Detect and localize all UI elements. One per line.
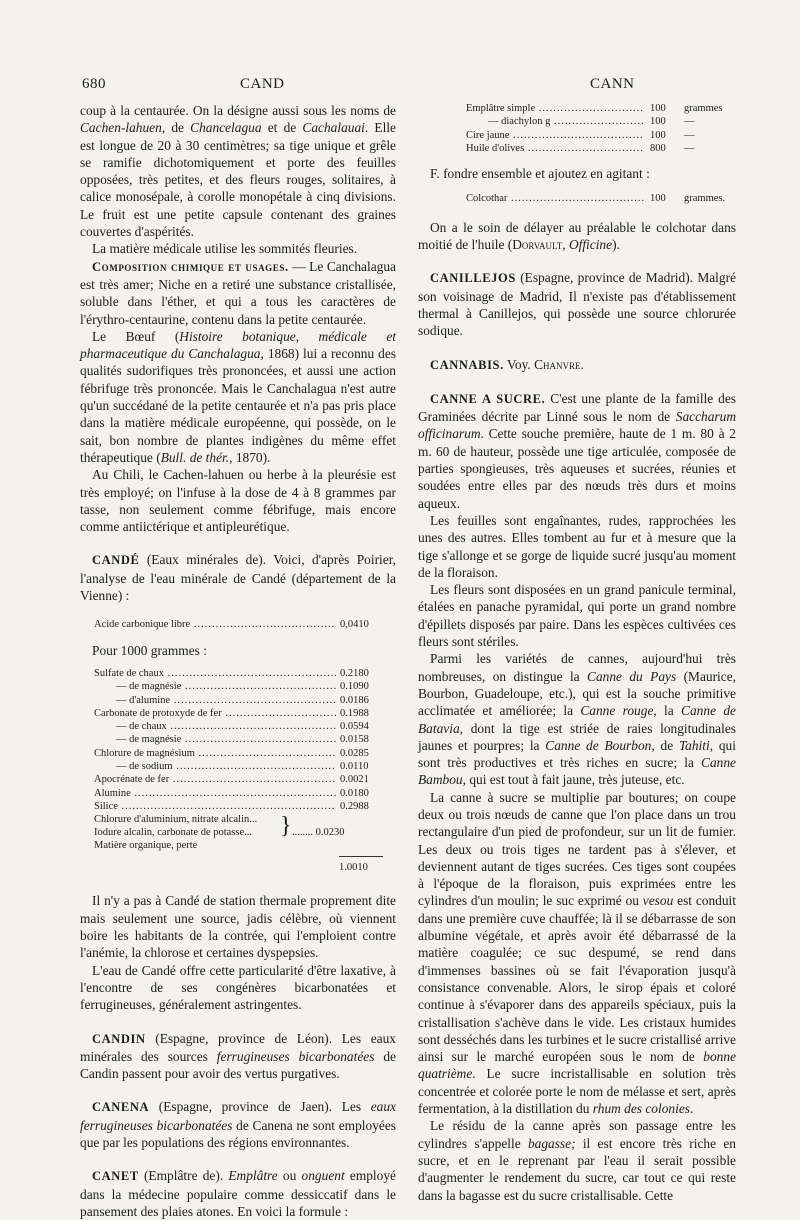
entry-heading: CANNABIS. (430, 357, 504, 372)
entry-cande: CANDÉ (Eaux minérales de). Voici, d'après Poirier, l'analyse de l'eau minérale de Candé (département de la Vienne) : (80, 552, 396, 604)
table-row: — d'alumine ..... 0.0186 (94, 694, 396, 707)
entry-cannabis: CANNABIS. Voy. Chanvre. (430, 356, 584, 372)
page-number: 680 (82, 76, 106, 92)
table-row: — de magnésie ..... 0.0158 (94, 733, 396, 746)
paragraph: La canne à sucre se multiplie par boutures; on coupe deux ou trois nœuds de canne que l'on place dans un trou rectangulaire d'un pied de profondeur, sur un lit de fumier. Les deux ou trois tiges ne tardent pas à s'élever, et deviennent autant de tiges sucrées. Ces tiges sont coupées à l'époque de la floraison, puis exprimées entre les cylindres d'un moulin; le suc exprimé ou vesou est conduit dans une première cuve chauffée; là il se débarrasse de son albumine végétale, et après avoir été débarrassé de la matière coagulée; ce suc despumé, se rend dans d'immenses bassines où se fait l'évaporation jusqu'à consistance convenable. Alors, le sirop épais et coloré continue à s'évaporer dans des appareils spéciaux, puis la cristallisation s'achève dans le vide. Les cristaux humides sont desséchés dans les turbines et le sucre cristallisé arrive ainsi sur le marché européen sous le nom de bonne quatrième. Le sucre incristallisable en solution très concentrée et colorée porte le nom de mélasse et sert, après fermentation, à la distillation du rhum des colonies. (418, 789, 736, 1117)
entry-heading: CANDÉ (92, 553, 140, 568)
brace-symbol: } (280, 813, 292, 840)
table-row: Alumine ..... 0.0180 (94, 787, 396, 800)
section-heading: Composition chimique et usages. (92, 259, 289, 274)
table-row: — de chaux ..... 0.0594 (94, 720, 396, 733)
acid-row: Acide carbonique libre ..... 0,0410 (94, 618, 396, 631)
paragraph: Le Bœuf (Histoire botanique, médicale et pharmaceutique du Canchalagua, 1868) lui a reconnu des qualités sudorifiques très prononcées, et aussi une action fébrifuge très prononcée. Mais le Canchalagua n'est autre qu'un succédané de la petite centaurée et n'a pas pris place dans la matière médicale européenne, qui possède, on le sait, bon nombre de plantes indigènes du même effet thérapeutique (Bull. de thér., 1870). (80, 328, 397, 465)
paragraph: Au Chili, le Cachen-lahuen ou herbe à la pleurésie est très employé; on l'infuse à la dose de 4 à 8 grammes par tasse, non seulement comme fébrifuge, mais encore comme antiictérique et antipleurétique. (80, 467, 396, 535)
entry-candin: CANDIN (Espagne, province de Léon). Les eaux minérales des sources ferrugineuses bicarbonatées de Candin passent pour avoir des vertus purgatives. (80, 1030, 396, 1082)
paragraph: Il n'y a pas à Candé de station thermale proprement dite mais seulement une source, jadis célèbre, où viennent boire les habitants de la contrée, qui l'emploient contre l'anémie, la chlorose et certaines dyspepsies. (80, 893, 396, 961)
entry-canne-a-sucre: CANNE A SUCRE. C'est une plante de la famille des Graminées décrite par Linné sous le nom de Saccharum officinarum. Cette souche première, haute de 1 m. 80 à 2 m. 60 de hauteur, possède une tige articulée, composée de parties spongieuses, très aqueuses et sucrées, réunies et soudées entre elles par des nœuds très durs et moins aqueux. (418, 390, 736, 511)
analysis-table (94, 667, 396, 813)
table-row: Cire jaune ..... 100 — (466, 129, 736, 142)
entry-heading: CANET (92, 1169, 139, 1184)
entry-canet: CANET (Emplâtre de). Emplâtre ou onguent employé dans la médecine populaire comme dessiccatif dans le pansement des plaies atones. En voici la formule : (80, 1168, 396, 1219)
instruction: F. fondre ensemble et ajoutez en agitant : (430, 166, 650, 182)
table-row: — diachylon g ..... 100 — (466, 115, 736, 128)
entry-heading: CANILLEJOS (430, 271, 516, 286)
paragraph: Les fleurs sont disposées en un grand panicule terminal, étalées en panache pyramidal, qui porte un grand nombre d'épillets disposés par paire. Dans les espèces cultivées ces fleurs sont stériles. (418, 582, 736, 650)
entry-canena: CANENA (Espagne, province de Jaen). Les eaux ferrugineuses bicarbonatées de Canena ne sont employées que par les populations des régions environnantes. (80, 1099, 396, 1151)
table-row: Chlorure de magnésium ..... 0.0285 (94, 747, 396, 760)
paragraph: On a le soin de délayer au préalable le colchotar dans moitié de l'huile (Dorvault, Officine). (418, 219, 736, 253)
paragraph: La matière médicale utilise les sommités fleuries. (92, 241, 358, 257)
brace-lines: Chlorure d'aluminium, nitrate alcalin... Iodure alcalin, carbonate de potasse... Matière organique, perte (94, 814, 258, 852)
table-total: 1.0010 (339, 856, 383, 876)
paragraph: Parmi les variétés de cannes, aujourd'hui très nombreuses, on distingue la Canne du Pays (Maurice, Bourbon, Guadeloupe, etc.), qui est la souche primitive acclimatée et améliorée; la Canne rouge, la Canne de Batavia, dont la tige est striée de raies longitudinales jaunes et pourpres; la Canne de Bourbon, de Tahiti, qui sont très productives et très riches en sucre; la Canne Bambou, qui est tout à fait jaune, très juteuse, etc. (418, 651, 736, 788)
table-row: Sulfate de chaux ..... 0.2180 (94, 667, 396, 680)
brace-group: Chlorure d'aluminium, nitrate alcalin... Iodure alcalin, carbonate de potasse... Matière organique, perte } ........ 0.0230 (94, 813, 345, 852)
formula-table (466, 102, 736, 155)
paragraph: L'eau de Candé offre cette particularité d'être laxative, à l'encontre de ses congénères bicarbonatées et ferrugineuses, généralement astringentes. (80, 962, 396, 1013)
entry-canillejos: CANILLEJOS (Espagne, province de Madrid). Malgré son voisinage de Madrid, Il n'existe pas d'établissement thermal à Canillejos, qui possède une source chlorurée sodique. (418, 270, 736, 339)
table-row: Huile d'olives ..... 800 — (466, 142, 736, 155)
left-column (80, 102, 396, 1220)
table-row: Silice ..... 0.2988 (94, 800, 396, 813)
table-row: Apocrénate de fer ..... 0.0021 (94, 773, 396, 786)
colcothar-row: Colcothar ..... 100 grammes. (466, 192, 736, 205)
table-row: — de sodium ..... 0.0110 (94, 760, 396, 773)
right-column (418, 102, 736, 1204)
running-head-right: CANN (590, 76, 635, 92)
table-row: Emplâtre simple ..... 100 grammes (466, 102, 736, 115)
running-head-left: CAND (240, 76, 285, 92)
paragraph: Les feuilles sont engaînantes, rudes, rapprochées les unes des autres. Elles tombent au fur et à mesure que la tige s'allonge et se gorge de liquide sucré jusqu'au moment de la floraison. (418, 512, 736, 580)
paragraph: Le résidu de la canne après son passage entre les cylindres s'appelle bagasse; il est encore très riche en sucre, et en le reprenant par l'eau il serait possible d'augmenter le rendement du sucre, car tout ce qui reste dans la bagasse est du sucre cristallisable. Cette (418, 1118, 736, 1203)
entry-heading: CANDIN (92, 1031, 146, 1046)
table-row: — de magnésie ..... 0.1090 (94, 680, 396, 693)
entry-heading: CANENA (92, 1100, 150, 1115)
paragraph: Composition chimique et usages. — Le Canchalagua est très amer; Niche en a retiré une substance cristallisée, soluble dans l'éther, et qui a tous les caractères de l'érythro-centaurine, contenu dans la petite centaurée. (80, 258, 396, 327)
paragraph: coup à la centaurée. On la désigne aussi sous les noms de Cachen-lahuen, de Chancelagua et de Cachalauai. Elle est longue de 20 à 30 centimètres; sa tige unique et grêle se ramifie dichotomiquement et porte des feuilles opposées, très petites, et des fleurs rouges, solitaires, à calice monosépale, à corolle monopétale à cinq divisions. Le fruit est une petite capsule contenant des graines couvertes d'aspérités. (80, 103, 396, 240)
pour-label: Pour 1000 grammes : (92, 642, 207, 658)
entry-heading: CANNE A SUCRE. (430, 391, 546, 406)
table-row: Carbonate de protoxyde de fer ..... 0.1988 (94, 707, 396, 720)
